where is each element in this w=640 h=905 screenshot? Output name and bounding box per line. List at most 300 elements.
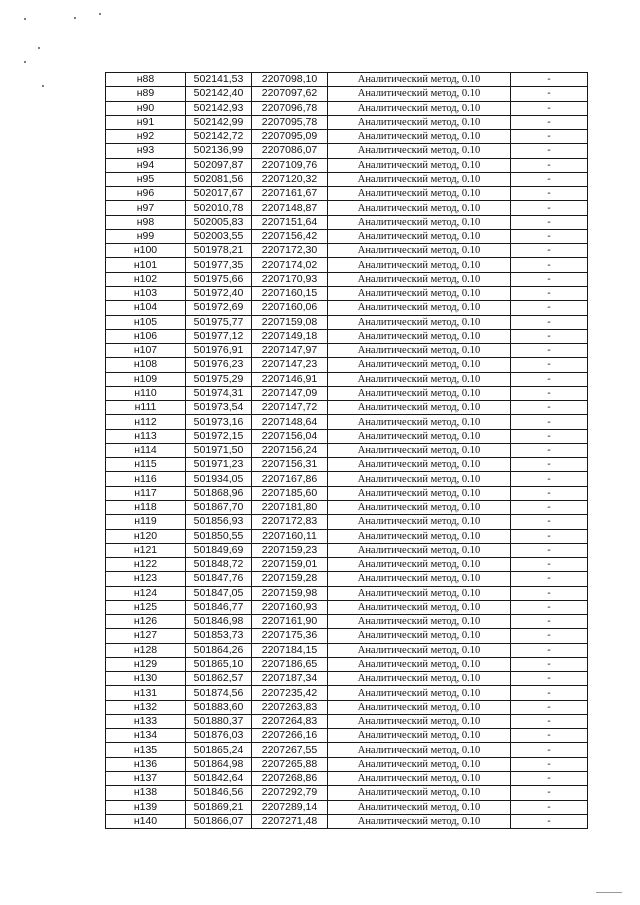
method-accuracy-cell: Аналитический метод, 0.10 — [328, 558, 511, 572]
x-coordinate-cell: 501971,50 — [186, 443, 252, 457]
y-coordinate-cell: 2207159,28 — [252, 572, 328, 586]
method-accuracy-cell: Аналитический метод, 0.10 — [328, 615, 511, 629]
scan-speck — [74, 17, 76, 19]
method-accuracy-cell: Аналитический метод, 0.10 — [328, 73, 511, 87]
method-accuracy-cell: Аналитический метод, 0.10 — [328, 515, 511, 529]
point-name-cell: н125 — [106, 600, 186, 614]
note-cell: - — [511, 415, 588, 429]
method-accuracy-cell: Аналитический метод, 0.10 — [328, 101, 511, 115]
method-accuracy-cell: Аналитический метод, 0.10 — [328, 529, 511, 543]
x-coordinate-cell: 501864,26 — [186, 643, 252, 657]
point-name-cell: н106 — [106, 329, 186, 343]
y-coordinate-cell: 2207156,24 — [252, 443, 328, 457]
point-name-cell: н90 — [106, 101, 186, 115]
method-accuracy-cell: Аналитический метод, 0.10 — [328, 657, 511, 671]
method-accuracy-cell: Аналитический метод, 0.10 — [328, 443, 511, 457]
method-accuracy-cell: Аналитический метод, 0.10 — [328, 472, 511, 486]
point-name-cell: н104 — [106, 301, 186, 315]
x-coordinate-cell: 501862,57 — [186, 672, 252, 686]
note-cell: - — [511, 700, 588, 714]
y-coordinate-cell: 2207098,10 — [252, 73, 328, 87]
note-cell: - — [511, 714, 588, 728]
point-name-cell: н130 — [106, 672, 186, 686]
x-coordinate-cell: 502010,78 — [186, 201, 252, 215]
table-row — [106, 244, 588, 258]
table-row — [106, 558, 588, 572]
table-row — [106, 729, 588, 743]
method-accuracy-cell: Аналитический метод, 0.10 — [328, 315, 511, 329]
table-row — [106, 515, 588, 529]
table-row — [106, 415, 588, 429]
x-coordinate-cell: 501847,76 — [186, 572, 252, 586]
table-row — [106, 229, 588, 243]
x-coordinate-cell: 501866,07 — [186, 814, 252, 828]
x-coordinate-cell: 502136,99 — [186, 144, 252, 158]
note-cell: - — [511, 800, 588, 814]
point-name-cell: н123 — [106, 572, 186, 586]
table-row — [106, 714, 588, 728]
x-coordinate-cell: 501864,98 — [186, 757, 252, 771]
x-coordinate-cell: 501847,05 — [186, 586, 252, 600]
x-coordinate-cell: 501846,98 — [186, 615, 252, 629]
note-cell: - — [511, 743, 588, 757]
scan-speck — [38, 47, 40, 49]
y-coordinate-cell: 2207174,02 — [252, 258, 328, 272]
point-name-cell: н105 — [106, 315, 186, 329]
note-cell: - — [511, 629, 588, 643]
note-cell: - — [511, 558, 588, 572]
y-coordinate-cell: 2207172,30 — [252, 244, 328, 258]
table-row — [106, 600, 588, 614]
y-coordinate-cell: 2207146,91 — [252, 372, 328, 386]
y-coordinate-cell: 2207147,72 — [252, 401, 328, 415]
point-name-cell: н134 — [106, 729, 186, 743]
table-row — [106, 115, 588, 129]
method-accuracy-cell: Аналитический метод, 0.10 — [328, 700, 511, 714]
point-name-cell: н139 — [106, 800, 186, 814]
y-coordinate-cell: 2207264,83 — [252, 714, 328, 728]
method-accuracy-cell: Аналитический метод, 0.10 — [328, 344, 511, 358]
method-accuracy-cell: Аналитический метод, 0.10 — [328, 686, 511, 700]
y-coordinate-cell: 2207151,64 — [252, 215, 328, 229]
table-row — [106, 386, 588, 400]
x-coordinate-cell: 501865,10 — [186, 657, 252, 671]
point-name-cell: н117 — [106, 486, 186, 500]
point-name-cell: н112 — [106, 415, 186, 429]
method-accuracy-cell: Аналитический метод, 0.10 — [328, 372, 511, 386]
method-accuracy-cell: Аналитический метод, 0.10 — [328, 643, 511, 657]
table-row — [106, 443, 588, 457]
x-coordinate-cell: 501880,37 — [186, 714, 252, 728]
x-coordinate-cell: 502142,99 — [186, 115, 252, 129]
point-name-cell: н131 — [106, 686, 186, 700]
point-name-cell: н136 — [106, 757, 186, 771]
y-coordinate-cell: 2207265,88 — [252, 757, 328, 771]
point-name-cell: н98 — [106, 215, 186, 229]
y-coordinate-cell: 2207184,15 — [252, 643, 328, 657]
note-cell: - — [511, 486, 588, 500]
note-cell: - — [511, 130, 588, 144]
method-accuracy-cell: Аналитический метод, 0.10 — [328, 572, 511, 586]
x-coordinate-cell: 502141,53 — [186, 73, 252, 87]
y-coordinate-cell: 2207263,83 — [252, 700, 328, 714]
table-row — [106, 543, 588, 557]
y-coordinate-cell: 2207292,79 — [252, 786, 328, 800]
scan-speck — [24, 61, 26, 63]
point-name-cell: н101 — [106, 258, 186, 272]
table-row — [106, 672, 588, 686]
x-coordinate-cell: 501972,69 — [186, 301, 252, 315]
table-row — [106, 130, 588, 144]
x-coordinate-cell: 501849,69 — [186, 543, 252, 557]
x-coordinate-cell: 502017,67 — [186, 187, 252, 201]
method-accuracy-cell: Аналитический метод, 0.10 — [328, 130, 511, 144]
x-coordinate-cell: 501977,12 — [186, 329, 252, 343]
table-row — [106, 800, 588, 814]
y-coordinate-cell: 2207147,23 — [252, 358, 328, 372]
method-accuracy-cell: Аналитический метод, 0.10 — [328, 757, 511, 771]
note-cell: - — [511, 600, 588, 614]
point-name-cell: н92 — [106, 130, 186, 144]
y-coordinate-cell: 2207148,87 — [252, 201, 328, 215]
note-cell: - — [511, 543, 588, 557]
note-cell: - — [511, 144, 588, 158]
point-name-cell: н135 — [106, 743, 186, 757]
x-coordinate-cell: 501974,31 — [186, 386, 252, 400]
y-coordinate-cell: 2207120,32 — [252, 172, 328, 186]
y-coordinate-cell: 2207096,78 — [252, 101, 328, 115]
note-cell: - — [511, 73, 588, 87]
table-body — [106, 73, 588, 829]
x-coordinate-cell: 502097,87 — [186, 158, 252, 172]
table-row — [106, 286, 588, 300]
x-coordinate-cell: 502005,83 — [186, 215, 252, 229]
note-cell: - — [511, 757, 588, 771]
y-coordinate-cell: 2207156,04 — [252, 429, 328, 443]
x-coordinate-cell: 501869,21 — [186, 800, 252, 814]
table-row — [106, 500, 588, 514]
method-accuracy-cell: Аналитический метод, 0.10 — [328, 743, 511, 757]
table-row — [106, 686, 588, 700]
point-name-cell: н97 — [106, 201, 186, 215]
method-accuracy-cell: Аналитический метод, 0.10 — [328, 586, 511, 600]
table-row — [106, 87, 588, 101]
table-row — [106, 315, 588, 329]
table-row — [106, 786, 588, 800]
point-name-cell: н94 — [106, 158, 186, 172]
scan-speck — [42, 85, 44, 87]
note-cell: - — [511, 657, 588, 671]
y-coordinate-cell: 2207156,42 — [252, 229, 328, 243]
x-coordinate-cell: 501975,66 — [186, 272, 252, 286]
point-name-cell: н89 — [106, 87, 186, 101]
note-cell: - — [511, 458, 588, 472]
y-coordinate-cell: 2207271,48 — [252, 814, 328, 828]
point-name-cell: н138 — [106, 786, 186, 800]
method-accuracy-cell: Аналитический метод, 0.10 — [328, 301, 511, 315]
x-coordinate-cell: 501868,96 — [186, 486, 252, 500]
point-name-cell: н109 — [106, 372, 186, 386]
point-name-cell: н100 — [106, 244, 186, 258]
y-coordinate-cell: 2207235,42 — [252, 686, 328, 700]
x-coordinate-cell: 501846,56 — [186, 786, 252, 800]
point-name-cell: н120 — [106, 529, 186, 543]
point-name-cell: н103 — [106, 286, 186, 300]
y-coordinate-cell: 2207267,55 — [252, 743, 328, 757]
note-cell: - — [511, 301, 588, 315]
table-row — [106, 814, 588, 828]
y-coordinate-cell: 2207159,08 — [252, 315, 328, 329]
y-coordinate-cell: 2207160,11 — [252, 529, 328, 543]
note-cell: - — [511, 229, 588, 243]
table-row — [106, 586, 588, 600]
y-coordinate-cell: 2207170,93 — [252, 272, 328, 286]
y-coordinate-cell: 2207289,14 — [252, 800, 328, 814]
method-accuracy-cell: Аналитический метод, 0.10 — [328, 429, 511, 443]
x-coordinate-cell: 501850,55 — [186, 529, 252, 543]
x-coordinate-cell: 501865,24 — [186, 743, 252, 757]
table-row — [106, 329, 588, 343]
y-coordinate-cell: 2207159,23 — [252, 543, 328, 557]
note-cell: - — [511, 115, 588, 129]
table-row — [106, 258, 588, 272]
x-coordinate-cell: 501976,23 — [186, 358, 252, 372]
x-coordinate-cell: 501883,60 — [186, 700, 252, 714]
x-coordinate-cell: 502003,55 — [186, 229, 252, 243]
note-cell: - — [511, 686, 588, 700]
table-row — [106, 158, 588, 172]
note-cell: - — [511, 672, 588, 686]
point-name-cell: н124 — [106, 586, 186, 600]
table-row — [106, 73, 588, 87]
method-accuracy-cell: Аналитический метод, 0.10 — [328, 729, 511, 743]
note-cell: - — [511, 201, 588, 215]
x-coordinate-cell: 501973,16 — [186, 415, 252, 429]
table-row — [106, 629, 588, 643]
method-accuracy-cell: Аналитический метод, 0.10 — [328, 87, 511, 101]
point-name-cell: н102 — [106, 272, 186, 286]
y-coordinate-cell: 2207159,01 — [252, 558, 328, 572]
y-coordinate-cell: 2207147,97 — [252, 344, 328, 358]
y-coordinate-cell: 2207160,93 — [252, 600, 328, 614]
method-accuracy-cell: Аналитический метод, 0.10 — [328, 272, 511, 286]
y-coordinate-cell: 2207181,80 — [252, 500, 328, 514]
note-cell: - — [511, 344, 588, 358]
table-row — [106, 757, 588, 771]
point-name-cell: н137 — [106, 772, 186, 786]
y-coordinate-cell: 2207187,34 — [252, 672, 328, 686]
y-coordinate-cell: 2207147,09 — [252, 386, 328, 400]
table-row — [106, 657, 588, 671]
method-accuracy-cell: Аналитический метод, 0.10 — [328, 800, 511, 814]
point-name-cell: н99 — [106, 229, 186, 243]
table-row — [106, 358, 588, 372]
table-row — [106, 344, 588, 358]
method-accuracy-cell: Аналитический метод, 0.10 — [328, 672, 511, 686]
y-coordinate-cell: 2207160,15 — [252, 286, 328, 300]
y-coordinate-cell: 2207149,18 — [252, 329, 328, 343]
table-row — [106, 187, 588, 201]
point-name-cell: н114 — [106, 443, 186, 457]
y-coordinate-cell: 2207097,62 — [252, 87, 328, 101]
table-row — [106, 486, 588, 500]
method-accuracy-cell: Аналитический метод, 0.10 — [328, 229, 511, 243]
point-name-cell: н127 — [106, 629, 186, 643]
note-cell: - — [511, 429, 588, 443]
x-coordinate-cell: 501867,70 — [186, 500, 252, 514]
note-cell: - — [511, 529, 588, 543]
x-coordinate-cell: 501975,29 — [186, 372, 252, 386]
table-row — [106, 529, 588, 543]
point-name-cell: н95 — [106, 172, 186, 186]
x-coordinate-cell: 501848,72 — [186, 558, 252, 572]
note-cell: - — [511, 515, 588, 529]
table-row — [106, 572, 588, 586]
y-coordinate-cell: 2207266,16 — [252, 729, 328, 743]
point-name-cell: н111 — [106, 401, 186, 415]
point-name-cell: н132 — [106, 700, 186, 714]
y-coordinate-cell: 2207268,86 — [252, 772, 328, 786]
method-accuracy-cell: Аналитический метод, 0.10 — [328, 714, 511, 728]
method-accuracy-cell: Аналитический метод, 0.10 — [328, 386, 511, 400]
x-coordinate-cell: 501846,77 — [186, 600, 252, 614]
x-coordinate-cell: 501976,91 — [186, 344, 252, 358]
method-accuracy-cell: Аналитический метод, 0.10 — [328, 215, 511, 229]
point-name-cell: н128 — [106, 643, 186, 657]
note-cell: - — [511, 472, 588, 486]
x-coordinate-cell: 502142,72 — [186, 130, 252, 144]
x-coordinate-cell: 501971,23 — [186, 458, 252, 472]
note-cell: - — [511, 729, 588, 743]
note-cell: - — [511, 315, 588, 329]
point-name-cell: н91 — [106, 115, 186, 129]
x-coordinate-cell: 502142,40 — [186, 87, 252, 101]
x-coordinate-cell: 501978,21 — [186, 244, 252, 258]
y-coordinate-cell: 2207172,83 — [252, 515, 328, 529]
note-cell: - — [511, 87, 588, 101]
method-accuracy-cell: Аналитический метод, 0.10 — [328, 286, 511, 300]
x-coordinate-cell: 501856,93 — [186, 515, 252, 529]
note-cell: - — [511, 443, 588, 457]
table-row — [106, 272, 588, 286]
method-accuracy-cell: Аналитический метод, 0.10 — [328, 401, 511, 415]
point-name-cell: н129 — [106, 657, 186, 671]
note-cell: - — [511, 372, 588, 386]
note-cell: - — [511, 500, 588, 514]
method-accuracy-cell: Аналитический метод, 0.10 — [328, 258, 511, 272]
method-accuracy-cell: Аналитический метод, 0.10 — [328, 772, 511, 786]
point-name-cell: н115 — [106, 458, 186, 472]
point-name-cell: н121 — [106, 543, 186, 557]
method-accuracy-cell: Аналитический метод, 0.10 — [328, 158, 511, 172]
note-cell: - — [511, 286, 588, 300]
table-row — [106, 201, 588, 215]
note-cell: - — [511, 772, 588, 786]
table-row — [106, 472, 588, 486]
x-coordinate-cell: 501853,73 — [186, 629, 252, 643]
method-accuracy-cell: Аналитический метод, 0.10 — [328, 814, 511, 828]
x-coordinate-cell: 501842,64 — [186, 772, 252, 786]
y-coordinate-cell: 2207095,78 — [252, 115, 328, 129]
table-row — [106, 372, 588, 386]
point-name-cell: н133 — [106, 714, 186, 728]
method-accuracy-cell: Аналитический метод, 0.10 — [328, 458, 511, 472]
method-accuracy-cell: Аналитический метод, 0.10 — [328, 172, 511, 186]
y-coordinate-cell: 2207161,90 — [252, 615, 328, 629]
method-accuracy-cell: Аналитический метод, 0.10 — [328, 415, 511, 429]
method-accuracy-cell: Аналитический метод, 0.10 — [328, 786, 511, 800]
y-coordinate-cell: 2207186,65 — [252, 657, 328, 671]
note-cell: - — [511, 615, 588, 629]
point-name-cell: н110 — [106, 386, 186, 400]
table-row — [106, 743, 588, 757]
note-cell: - — [511, 172, 588, 186]
point-name-cell: н140 — [106, 814, 186, 828]
scan-speck — [99, 13, 101, 15]
boundary-points-table — [105, 72, 588, 829]
note-cell: - — [511, 272, 588, 286]
method-accuracy-cell: Аналитический метод, 0.10 — [328, 486, 511, 500]
table-row — [106, 700, 588, 714]
x-coordinate-cell: 502142,93 — [186, 101, 252, 115]
y-coordinate-cell: 2207109,76 — [252, 158, 328, 172]
point-name-cell: н116 — [106, 472, 186, 486]
scan-edge-line — [596, 892, 622, 893]
table-row — [106, 401, 588, 415]
table-row — [106, 615, 588, 629]
method-accuracy-cell: Аналитический метод, 0.10 — [328, 201, 511, 215]
table-row — [106, 215, 588, 229]
y-coordinate-cell: 2207159,98 — [252, 586, 328, 600]
note-cell: - — [511, 215, 588, 229]
note-cell: - — [511, 358, 588, 372]
x-coordinate-cell: 501975,77 — [186, 315, 252, 329]
point-name-cell: н107 — [106, 344, 186, 358]
table-row — [106, 301, 588, 315]
note-cell: - — [511, 187, 588, 201]
point-name-cell: н108 — [106, 358, 186, 372]
x-coordinate-cell: 501972,40 — [186, 286, 252, 300]
note-cell: - — [511, 244, 588, 258]
point-name-cell: н122 — [106, 558, 186, 572]
method-accuracy-cell: Аналитический метод, 0.10 — [328, 543, 511, 557]
point-name-cell: н96 — [106, 187, 186, 201]
method-accuracy-cell: Аналитический метод, 0.10 — [328, 144, 511, 158]
x-coordinate-cell: 502081,56 — [186, 172, 252, 186]
method-accuracy-cell: Аналитический метод, 0.10 — [328, 244, 511, 258]
x-coordinate-cell: 501874,56 — [186, 686, 252, 700]
y-coordinate-cell: 2207160,06 — [252, 301, 328, 315]
table-row — [106, 172, 588, 186]
table-row — [106, 101, 588, 115]
point-name-cell: н119 — [106, 515, 186, 529]
table-row — [106, 144, 588, 158]
x-coordinate-cell: 501876,03 — [186, 729, 252, 743]
method-accuracy-cell: Аналитический метод, 0.10 — [328, 600, 511, 614]
note-cell: - — [511, 386, 588, 400]
y-coordinate-cell: 2207148,64 — [252, 415, 328, 429]
note-cell: - — [511, 572, 588, 586]
x-coordinate-cell: 501972,15 — [186, 429, 252, 443]
point-name-cell: н93 — [106, 144, 186, 158]
y-coordinate-cell: 2207086,07 — [252, 144, 328, 158]
note-cell: - — [511, 158, 588, 172]
point-name-cell: н88 — [106, 73, 186, 87]
scan-speck — [24, 18, 26, 20]
note-cell: - — [511, 401, 588, 415]
y-coordinate-cell: 2207175,36 — [252, 629, 328, 643]
method-accuracy-cell: Аналитический метод, 0.10 — [328, 329, 511, 343]
